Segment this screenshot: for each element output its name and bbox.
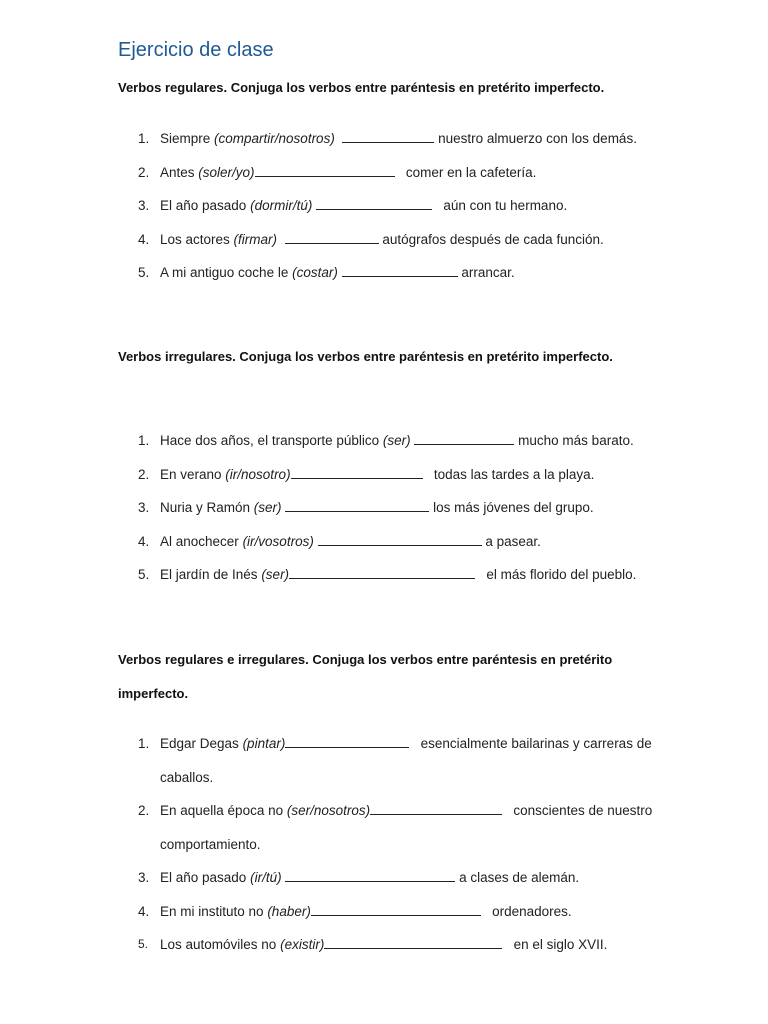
answer-blank[interactable]: [255, 166, 395, 177]
answer-blank[interactable]: [316, 199, 432, 210]
exercise-item: [118, 223, 663, 257]
item-text-before: En mi instituto no: [160, 903, 268, 919]
item-number: 4.: [138, 903, 150, 919]
exercise-item: [118, 156, 663, 190]
answer-blank[interactable]: [289, 568, 475, 579]
item-number: 1.: [138, 736, 150, 751]
item-text-before: Hace dos años, el transporte público: [160, 433, 383, 448]
answer-blank[interactable]: [291, 468, 423, 479]
item-number: 5.: [138, 265, 150, 280]
answer-blank[interactable]: [414, 434, 514, 445]
item-verb: (costar): [292, 265, 338, 280]
item-text-before: Los automóviles no: [160, 937, 281, 952]
page-title: Ejercicio de clase: [118, 39, 274, 61]
item-verb: (compartir/nosotros): [214, 131, 335, 146]
item-text-before: Al anochecer: [160, 533, 243, 549]
answer-blank[interactable]: [285, 501, 429, 512]
item-number: 4.: [138, 231, 150, 247]
exercise-item: [118, 256, 663, 290]
item-verb: (firmar): [233, 231, 278, 247]
item-text-after: arrancar.: [457, 265, 515, 280]
item-text-before: Edgar Degas: [160, 736, 243, 751]
answer-blank[interactable]: [370, 804, 502, 815]
item-text-after: aún con tu hermano.: [439, 198, 568, 213]
item-number: 5.: [138, 567, 150, 582]
item-verb: (dormir/tú): [250, 198, 313, 213]
answer-blank[interactable]: [285, 737, 409, 748]
item-text-after: nuestro almuerzo con los demás.: [434, 131, 637, 146]
item-number: 3.: [138, 870, 150, 885]
exercise-item: [118, 861, 663, 895]
item-text-before: Los actores: [160, 231, 234, 247]
item-verb: (pintar): [242, 736, 286, 751]
exercise-item: [118, 491, 663, 525]
exercise-list-mixtos: [118, 727, 663, 962]
item-number: 2.: [138, 164, 150, 180]
item-text-before: El año pasado: [160, 870, 251, 885]
item-text-before: En aquella época no: [160, 803, 287, 818]
item-text-before: En verano: [160, 466, 226, 482]
exercise-item: [118, 895, 663, 929]
exercise-item: [118, 727, 663, 794]
section-heading-irregulares: Verbos irregulares. Conjuga los verbos entre paréntesis en pretérito imperfecto.: [118, 349, 613, 364]
item-verb: (ir/tú): [250, 870, 282, 885]
section-heading-mixtos: Verbos regulares e irregulares. Conjuga los verbos entre paréntesis en pretérito imperfecto.: [118, 652, 613, 701]
item-text-after: los más jóvenes del grupo.: [429, 500, 594, 515]
item-verb: (ir/vosotros): [242, 533, 314, 549]
answer-blank[interactable]: [324, 938, 502, 949]
item-number: 2.: [138, 466, 150, 482]
exercise-item: [118, 458, 663, 492]
item-number: 3.: [138, 198, 150, 213]
item-verb: (ir/nosotro): [225, 466, 291, 482]
item-text-after: comer en la cafetería.: [402, 164, 537, 180]
exercise-item: [118, 558, 663, 592]
item-text-before: Nuria y Ramón: [160, 500, 254, 515]
answer-blank[interactable]: [285, 871, 455, 882]
item-verb: (existir): [280, 937, 325, 952]
item-text-after: a pasear.: [481, 533, 541, 549]
item-text-before: El año pasado: [160, 198, 251, 213]
exercise-item: [118, 424, 663, 458]
exercise-item: [118, 794, 663, 861]
item-text-after: esencialmente bailarinas y carreras de caballos.: [160, 736, 652, 785]
item-text-after: todas las tardes a la playa.: [430, 466, 595, 482]
answer-blank[interactable]: [285, 233, 379, 244]
item-number: 3.: [138, 500, 150, 515]
item-verb: (haber): [267, 903, 311, 919]
item-text-after: a clases de alemán.: [455, 870, 580, 885]
item-text-before: A mi antiguo coche le: [160, 265, 293, 280]
item-number: 2.: [138, 803, 150, 818]
item-text-before: El jardín de Inés: [160, 567, 262, 582]
exercise-item: [118, 928, 663, 962]
answer-blank[interactable]: [342, 132, 434, 143]
item-text-after: conscientes de nuestro comportamiento.: [160, 803, 653, 852]
item-number: 1.: [138, 433, 150, 448]
item-text-after: ordenadores.: [488, 903, 572, 919]
item-number: 4.: [138, 533, 150, 549]
exercise-item: [118, 122, 663, 156]
item-text-after: autógrafos después de cada función.: [378, 231, 604, 247]
item-number: 5.: [138, 937, 149, 951]
exercise-item: [118, 525, 663, 559]
item-verb: (ser): [253, 500, 282, 515]
item-text-before: Siempre: [160, 131, 215, 146]
answer-blank[interactable]: [318, 535, 482, 546]
item-text-after: el más florido del pueblo.: [482, 567, 637, 582]
item-text-before: Antes: [160, 164, 199, 180]
exercise-list-regulares: [118, 122, 663, 290]
exercise-list-irregulares: [118, 424, 663, 592]
item-text-after: mucho más barato.: [514, 433, 634, 448]
item-verb: (ser): [261, 567, 290, 582]
item-verb: (ser): [382, 433, 411, 448]
answer-blank[interactable]: [342, 266, 458, 277]
item-verb: (soler/yo): [198, 164, 255, 180]
exercise-item: [118, 189, 663, 223]
section-heading-regulares: Verbos regulares. Conjuga los verbos entre paréntesis en pretérito imperfecto.: [118, 80, 605, 95]
item-number: 1.: [138, 131, 150, 146]
answer-blank[interactable]: [311, 905, 481, 916]
item-verb: (ser/nosotros): [286, 803, 371, 818]
item-text-after: en el siglo XVII.: [509, 937, 608, 952]
